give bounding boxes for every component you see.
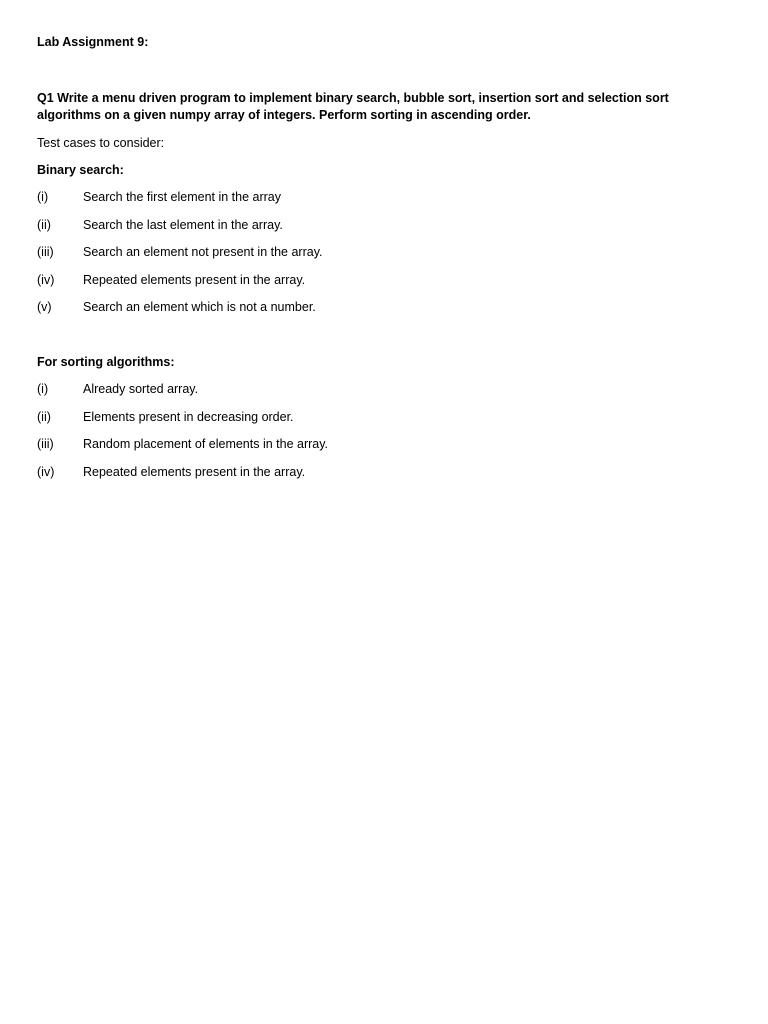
list-item-text: Search an element which is not a number. <box>83 299 316 314</box>
list-item-text: Already sorted array. <box>83 382 199 397</box>
list-marker: (iv) <box>37 272 55 287</box>
list-item-text: Search the last element in the array. <box>83 217 283 232</box>
question-text: Q1 Write a menu driven program to implement binary search, bubble sort, insertion sort and selection sort algorithms on a given numpy array of integers. Perform sorting in ascending order. <box>37 91 669 122</box>
list-marker: (v) <box>37 299 52 314</box>
list-marker: (i) <box>37 382 49 397</box>
list-item <box>37 435 697 453</box>
list-item <box>37 188 697 206</box>
list-marker: (ii) <box>37 217 51 232</box>
document-page <box>37 33 697 481</box>
list-item-text: Elements present in decreasing order. <box>83 409 294 424</box>
list-item <box>37 216 697 234</box>
binary-search-heading: Binary search: <box>37 163 124 177</box>
sorting-heading: For sorting algorithms: <box>37 354 175 369</box>
list-item-text: Repeated elements present in the array. <box>83 272 306 287</box>
sorting-list <box>37 380 697 480</box>
list-item <box>37 298 697 316</box>
list-item <box>37 408 697 426</box>
test-cases-intro: Test cases to consider: <box>37 136 165 150</box>
list-item <box>37 463 697 481</box>
document-title: Lab Assignment 9: <box>37 35 149 49</box>
list-item <box>37 271 697 289</box>
list-marker: (i) <box>37 190 49 205</box>
list-marker: (iii) <box>37 437 54 452</box>
list-item-text: Repeated elements present in the array. <box>83 464 306 479</box>
list-item <box>37 243 697 261</box>
binary-search-list <box>37 188 697 316</box>
list-marker: (ii) <box>37 409 51 424</box>
list-marker: (iv) <box>37 464 55 479</box>
list-item-text: Search an element not present in the array. <box>83 245 323 260</box>
list-item-text: Random placement of elements in the array. <box>83 437 329 452</box>
list-marker: (iii) <box>37 245 54 260</box>
list-item <box>37 380 697 398</box>
list-item-text: Search the first element in the array <box>83 190 282 205</box>
